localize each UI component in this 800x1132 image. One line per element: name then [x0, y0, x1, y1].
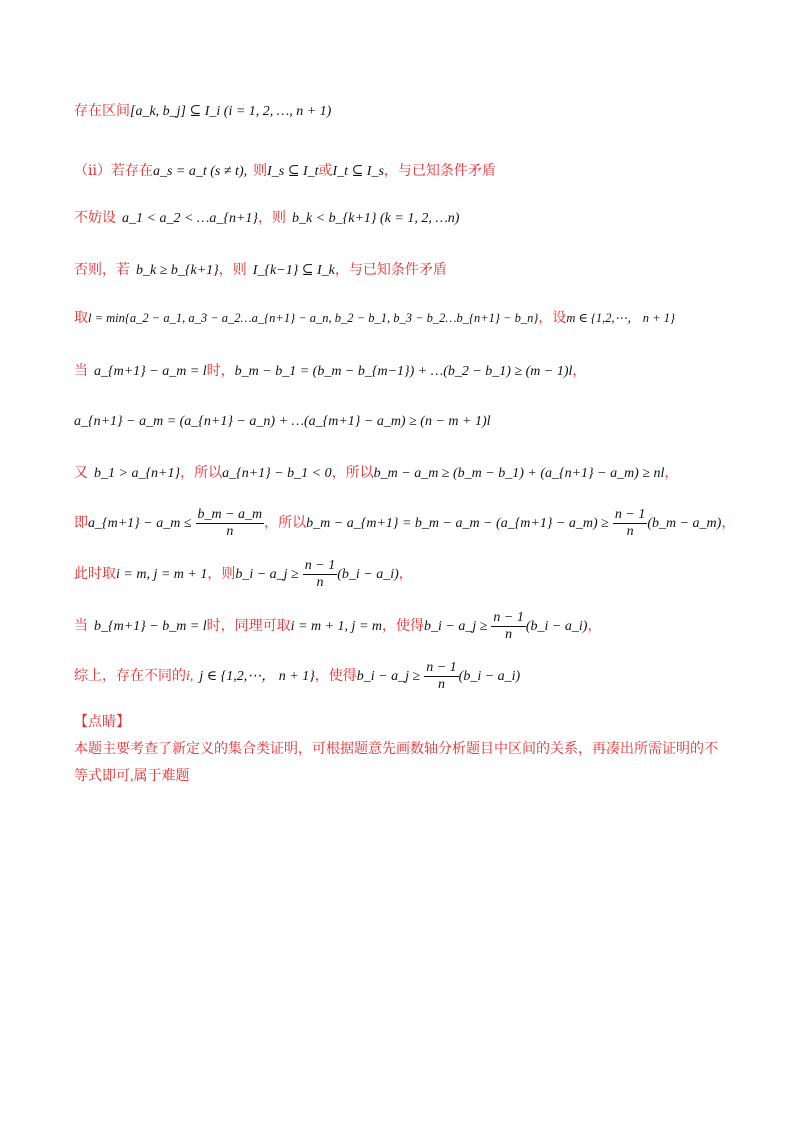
text: 否则，若 — [74, 263, 130, 278]
text: ， — [398, 567, 413, 583]
formula: I_{k−1} ⊆ I_k — [252, 263, 335, 278]
line-5 — [74, 307, 675, 327]
formula: a_s = a_t (s ≠ t), — [152, 164, 248, 179]
text: 时，同理可取 — [206, 619, 291, 635]
line-10 — [74, 558, 413, 591]
text: 则 — [253, 164, 268, 179]
formula: I_s ⊆ I_t — [267, 164, 319, 179]
line-7 — [74, 412, 491, 430]
formula: a_{m+1} − a_m = l — [94, 364, 207, 379]
fraction: $\frac{n - 1}{n}$ — [493, 610, 524, 642]
text: ，所以 — [180, 466, 223, 481]
text: ，设 — [538, 311, 567, 326]
text: 不妨设 — [74, 211, 116, 226]
text: ，使得 — [314, 669, 357, 685]
text: 或 — [318, 164, 333, 179]
text: ，所以 — [264, 516, 307, 532]
text: ， — [664, 466, 679, 481]
text: ，与已知条件矛盾 — [383, 164, 496, 179]
formula: b_k < b_{k+1} (k = 1, 2, …n) — [292, 211, 460, 226]
formula: (b_i − a_i) — [525, 619, 588, 635]
text: ，使得 — [382, 619, 424, 635]
text: 当 — [74, 619, 88, 635]
text: 此时取 — [74, 567, 116, 583]
text: 取 — [74, 311, 88, 326]
formula: b_m − b_1 = (b_m − b_{m−1}) + …(b_2 − b_1) ≥ (m − 1)l — [234, 364, 573, 379]
text: 综上，存在不同的 — [74, 669, 186, 685]
text: ，则 — [258, 211, 286, 226]
fraction: $\frac{n - 1}{n}$ — [304, 558, 336, 590]
comment-line-1: 本题主要考查了新定义的集合类证明，可根据题意先画数轴分析题目中区间的关系，再凑出所需证明的不 — [74, 742, 718, 757]
text: 即 — [74, 516, 88, 532]
text: ，与已知条件矛盾 — [334, 263, 447, 278]
formula: a_{n+1} − a_m = (a_{n+1} − a_n) + …(a_{m+1} − a_m) ≥ (n − m + 1)l — [74, 414, 491, 429]
formula: (b_m − a_m) — [647, 516, 722, 532]
text: 当 — [74, 364, 88, 379]
formula: I_t ⊆ I_s — [332, 164, 384, 179]
formula: m ∈ {1,2,⋯， n + 1} — [566, 311, 675, 325]
text: ，则 — [207, 567, 236, 583]
line-4 — [74, 259, 447, 279]
formula: b_i − a_j ≥ — [235, 567, 299, 583]
text: ，所以 — [331, 466, 374, 481]
formula: (b_i − a_i) — [337, 567, 399, 583]
fraction: $\frac{n - 1}{n}$ — [426, 660, 457, 692]
text: ，则 — [218, 263, 247, 278]
comment-heading: 【点睛】 — [74, 715, 130, 730]
formula: j ∈ {1,2,⋯， n + 1} — [199, 669, 315, 685]
text: 又 — [74, 466, 88, 481]
line-12 — [74, 660, 520, 693]
formula: a_{n+1} − b_1 < 0 — [222, 466, 332, 481]
formula: a_1 < a_2 < …a_{n+1} — [122, 211, 258, 226]
line-11 — [74, 610, 601, 643]
formula: [a_k, b_j] ⊆ I_i (i = 1, 2, …, n + 1) — [130, 104, 332, 119]
text: ， — [721, 516, 736, 532]
line-1 — [74, 100, 331, 120]
line-8 — [74, 462, 678, 482]
fraction: $\frac{n - 1}{n}$ — [614, 507, 646, 539]
text: （ⅱ）若存在 — [74, 164, 153, 179]
formula: i = m + 1, j = m — [290, 619, 382, 635]
line-3 — [74, 207, 459, 227]
line-9 — [74, 507, 735, 540]
formula: b_i − a_j ≥ — [424, 619, 488, 635]
text: ， — [587, 619, 602, 635]
formula: l = min{a_2 − a_1, a_3 − a_2…a_{n+1} − a_n, b_2 − b_1, b_3 − b_2…b_{n+1} − b_n} — [88, 311, 539, 325]
formula: i = m, j = m + 1 — [116, 567, 208, 583]
line-6 — [74, 360, 586, 380]
formula: a_{m+1} − a_m ≤ — [88, 516, 192, 532]
fraction: $\frac{b\_m - a\_m}{n}$ — [197, 507, 263, 539]
text: ， — [572, 364, 587, 379]
text: 存在区间 — [74, 104, 130, 119]
formula: (b_i − a_i) — [458, 669, 521, 685]
text: 时， — [206, 364, 235, 379]
formula: i, — [186, 669, 194, 685]
line-2 — [74, 160, 496, 180]
formula: b_m − a_m ≥ (b_m − b_1) + (a_{n+1} − a_m) ≥ nl — [373, 466, 665, 481]
comment-line-2: 等式即可,属于难题 — [74, 769, 190, 784]
formula: b_{m+1} − b_m = l — [94, 619, 207, 635]
formula: b_k ≥ b_{k+1} — [136, 263, 219, 278]
formula: b_i − a_j ≥ — [356, 669, 421, 685]
formula: b_1 > a_{n+1} — [94, 466, 181, 481]
formula: b_m − a_{m+1} = b_m − a_m − (a_{m+1} − a_m) ≥ — [306, 516, 609, 532]
